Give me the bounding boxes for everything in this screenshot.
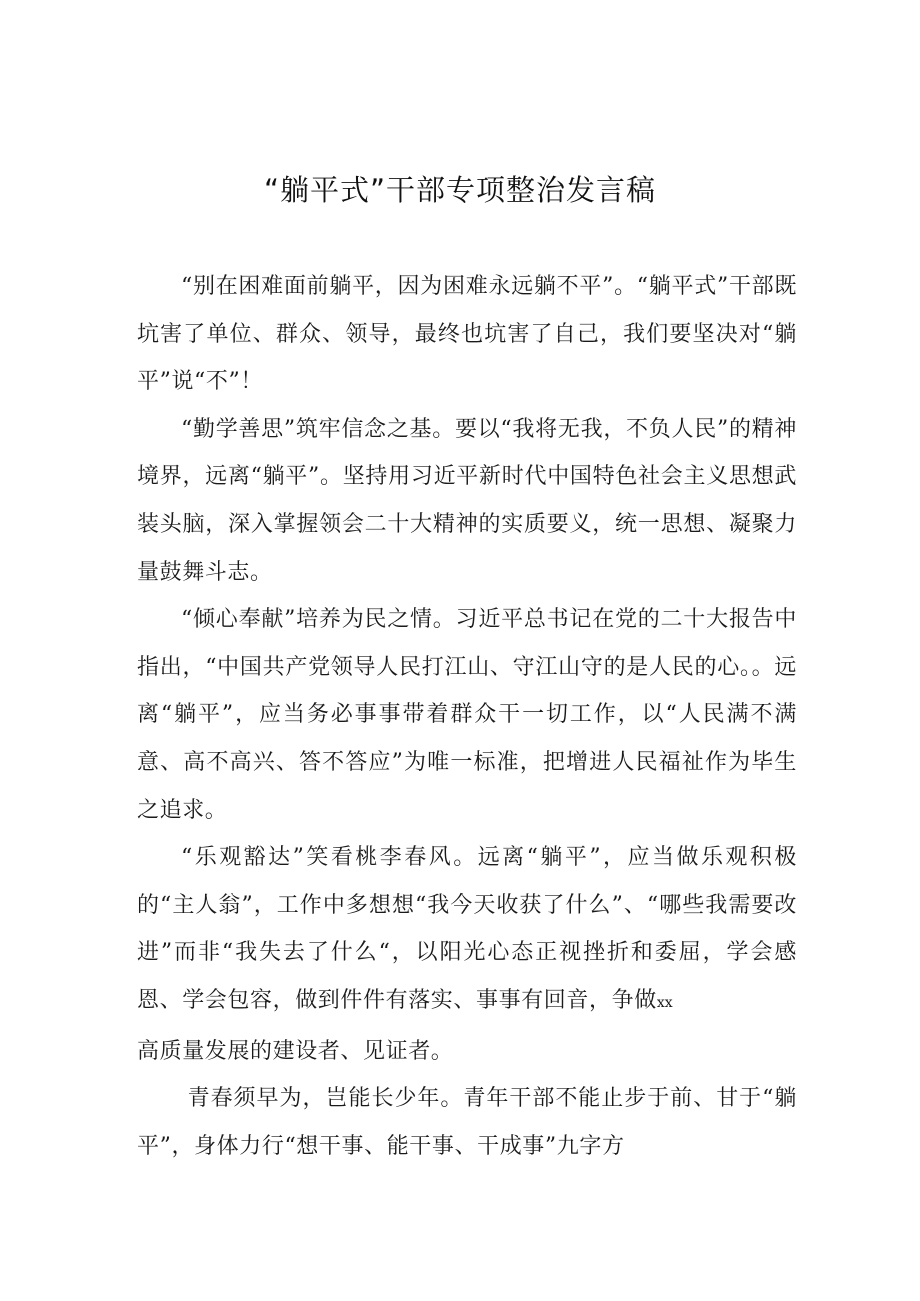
document-title: “躺平式”干部专项整治发言稿 [263, 173, 657, 207]
paragraph-3: “倾心奉献”培养为民之情。习近平总书记在党的二十大报告中指出，“中国共产党领导人民打江山、守江山守的是人民的心。。远离“躺平”，应当务必事事带着群众干一切工作，以“人民满不满意、高不高兴、答不答应”为唯一标准，把增进人民福祉作为毕生之追求。 [137, 607, 797, 823]
paragraph-1: “别在困难面前躺平，因为困难永远躺不平”。“躺平式”干部既坑害了单位、群众、领导，最终也坑害了自己，我们要坚决对“躺平”说“不”！ [137, 274, 797, 395]
paragraph-4-continuation: 高质量发展的建设者、见证者。 [137, 1038, 454, 1064]
placeholder-mark: xx [656, 994, 673, 1011]
paragraph-5: 青春须早为，岂能长少年。青年干部不能止步于前、甘于“躺平”，身体力行“想干事、能干事、干成事”九字方 [137, 1086, 797, 1159]
paragraph-4 [137, 834, 797, 1075]
document-body [137, 263, 797, 1170]
paragraph-4-text: “乐观豁达”笑看桃李春风。远离“躺平”，应当做乐观积极的“主人翁”，工作中多想想“我今天收获了什么”、“哪些我需要改进”而非“我失去了什么“，以阳光心态正视挫折和委屈，学会感恩、学会包容，做到件件有落实、事事有回音，争做 [137, 845, 797, 1013]
paragraph-2: “勤学善思”筑牢信念之基。要以“我将无我，不负人民”的精神境界，远离“躺平”。坚持用习近平新时代中国特色社会主义思想武装头脑，深入掌握领会二十大精神的实质要义，统一思想、凝聚力量鼓舞斗志。 [137, 416, 797, 585]
